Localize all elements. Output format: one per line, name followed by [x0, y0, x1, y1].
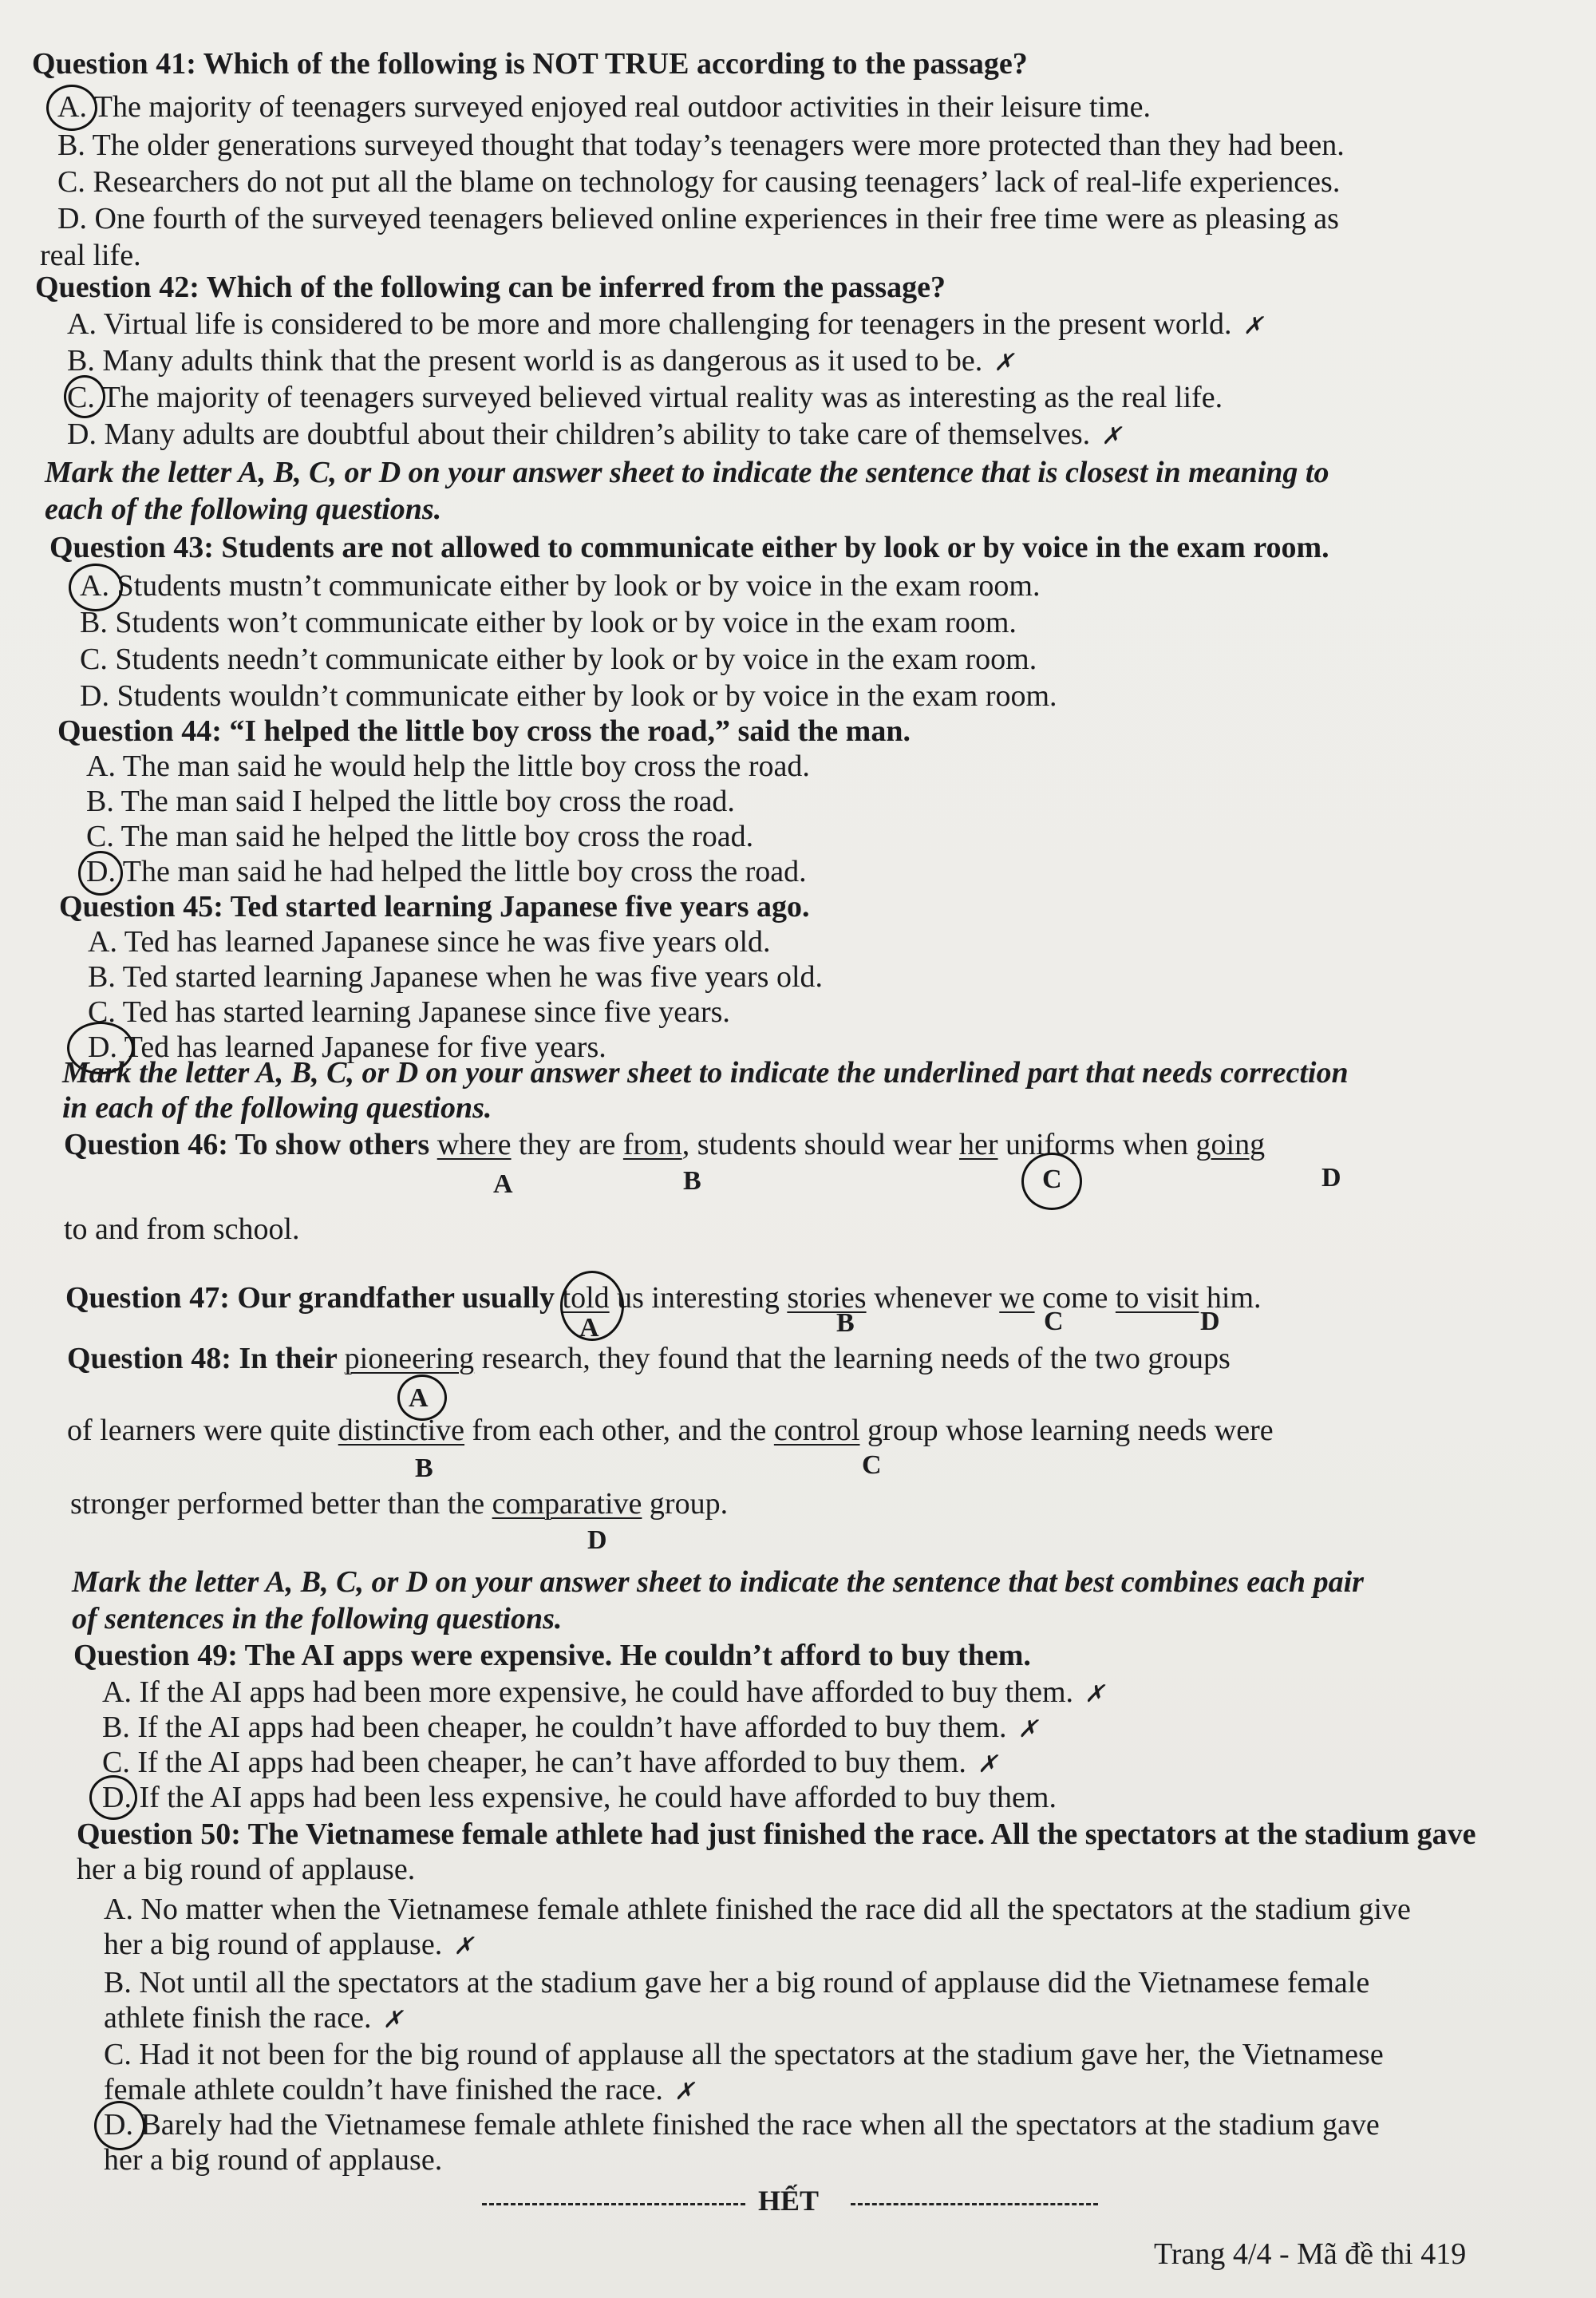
q44-option-b: B. The man said I helped the little boy cross the road.: [86, 785, 735, 818]
q42-option-b-text: B. Many adults think that the present world is as dangerous as it used to be.: [67, 344, 983, 378]
q48-underline-c: control: [773, 1414, 860, 1447]
q46-underline-d: going: [1195, 1128, 1266, 1161]
q46-underline-a: where: [437, 1128, 512, 1161]
end-divider-right: [851, 2203, 1098, 2205]
q45-stem: [59, 889, 809, 924]
q44-stem: [57, 714, 911, 749]
q47-underline-d: to visit: [1115, 1281, 1199, 1315]
q45-option-b: B. Ted started learning Japanese when he was five years old.: [88, 960, 823, 994]
q45-option-d: D. Ted has learned Japanese for five years.: [88, 1030, 606, 1064]
q46-letter-d: D: [1321, 1163, 1341, 1193]
q48-text-4: from each other, and the: [464, 1414, 774, 1447]
q46-letter-b: B: [683, 1166, 701, 1196]
q48-line-3: [70, 1486, 728, 1521]
q46-underline-c: her: [958, 1128, 998, 1161]
cross-mark-icon: ✗: [1084, 1681, 1105, 1707]
answer-circle-q41: [46, 85, 97, 131]
q47-text-4: come: [1034, 1281, 1116, 1315]
q50-stem: [77, 1817, 1476, 1852]
q41-stem: [32, 46, 1028, 81]
q50-stem-cont: her a big round of applause.: [77, 1853, 416, 1886]
q48-text-7: group.: [642, 1487, 729, 1521]
q50-option-a-text: her a big round of applause.: [104, 1928, 443, 1961]
cross-mark-icon: ✗: [1101, 423, 1122, 449]
answer-circle-q42: [64, 375, 105, 418]
cross-mark-icon: ✗: [674, 2078, 695, 2105]
q43-option-d: D. Students wouldn’t communicate either by look or by voice in the exam room.: [80, 679, 1057, 713]
q47-text-3: whenever: [866, 1281, 1000, 1315]
q50-option-b-cont: [104, 2000, 403, 2038]
q48-line-1: [67, 1341, 1231, 1376]
q48-underline-d: comparative: [492, 1487, 642, 1521]
q42-option-c: C. The majority of teenagers surveyed believed virtual reality was as interesting as the real life.: [67, 381, 1223, 414]
q50-option-c-text: female athlete couldn’t have finished the race.: [104, 2073, 663, 2106]
q49-option-b-text: B. If the AI apps had been cheaper, he couldn’t have afforded to buy them.: [102, 1711, 1007, 1744]
q46-sentence-cont: to and from school.: [64, 1212, 300, 1246]
q41-option-d-cont: real life.: [40, 239, 141, 272]
q43-stem: [49, 530, 1329, 565]
q49-option-c: [102, 1745, 998, 1782]
q41-option-d: D. One fourth of the surveyed teenagers believed online experiences in their free time were as pleasing as: [57, 202, 1339, 235]
q42-option-d: [67, 417, 1121, 454]
cross-mark-icon: ✗: [977, 1751, 998, 1778]
q42-option-b: [67, 343, 1013, 381]
q41-option-c: C. Researchers do not put all the blame on technology for causing teenagers’ lack of real-life experiences.: [57, 165, 1341, 199]
q45-stem-text: Question 45: Ted started learning Japanese five years ago.: [59, 890, 810, 924]
q48-letter-b: B: [415, 1454, 433, 1483]
instruction-closest-meaning-cont: each of the following questions.: [45, 492, 442, 526]
q47-letter-d: D: [1200, 1307, 1220, 1336]
q50-option-d-cont: her a big round of applause.: [104, 2143, 443, 2177]
q43-option-b: B. Students won’t communicate either by look or by voice in the exam room.: [80, 606, 1017, 639]
q49-option-b: [102, 1710, 1038, 1747]
q46-underline-b: from: [622, 1128, 682, 1161]
q47-line: [65, 1280, 1262, 1315]
q49-option-c-text: C. If the AI apps had been cheaper, he can’t have afforded to buy them.: [102, 1746, 966, 1779]
q50-option-b-text: athlete finish the race.: [104, 2001, 372, 2035]
q43-option-c: C. Students needn’t communicate either by look or by voice in the exam room.: [80, 643, 1037, 676]
q50-option-c-cont: [104, 2072, 694, 2110]
instruction-closest-meaning: Mark the letter A, B, C, or D on your answer sheet to indicate the sentence that is closest in meaning to: [45, 456, 1329, 489]
q47-underline-c: we: [999, 1281, 1035, 1315]
q44-stem-text: Question 44: “I helped the little boy cross the road,” said the man.: [57, 714, 911, 748]
page-footer: Trang 4/4 - Mã đề thi 419: [1154, 2237, 1467, 2271]
q47-label: Question 47: Our grandfather usually: [65, 1281, 563, 1315]
instruction-correction-cont: in each of the following questions.: [62, 1091, 492, 1125]
q50-option-a-cont: [104, 1927, 473, 1964]
q50-option-d: D. Barely had the Vietnamese female athlete finished the race when all the spectators at the stadium gave: [104, 2108, 1380, 2142]
q49-stem-text: Question 49: The AI apps were expensive. He couldn’t afford to buy them.: [73, 1639, 1031, 1672]
q48-letter-d: D: [587, 1525, 607, 1555]
q46-letter-c: C: [1042, 1165, 1062, 1194]
q46-text-2: they are: [511, 1128, 623, 1161]
q50-stem-text: Question 50: The Vietnamese female athlete had just finished the race. All the spectators at the stadium gave: [77, 1817, 1476, 1851]
q42-option-a: [67, 307, 1263, 344]
q49-stem: [73, 1638, 1031, 1673]
q47-underline-b: stories: [787, 1281, 867, 1315]
q44-option-c: C. The man said he helped the little boy cross the road.: [86, 820, 754, 853]
instruction-combine-cont: of sentences in the following questions.: [72, 1602, 563, 1635]
q49-option-a-text: A. If the AI apps had been more expensive, he could have afforded to buy them.: [102, 1675, 1074, 1709]
q46-line: [64, 1127, 1265, 1162]
q48-letter-a: A: [409, 1383, 429, 1413]
q49-option-a: [102, 1675, 1104, 1712]
q50-option-a: A. No matter when the Vietnamese female athlete finished the race did all the spectators at the stadium give: [104, 1893, 1411, 1926]
answer-circle-q46: [1021, 1153, 1082, 1210]
q47-text-5: him.: [1199, 1281, 1262, 1315]
q44-option-d: D. The man said he had helped the little boy cross the road.: [86, 855, 807, 888]
q48-underline-a: pioneering: [344, 1342, 475, 1375]
end-divider-left: [482, 2203, 745, 2205]
q47-letter-a: A: [579, 1313, 599, 1343]
q45-option-c: C. Ted has started learning Japanese since five years.: [88, 995, 730, 1029]
q43-option-a: A. Students mustn’t communicate either by look or by voice in the exam room.: [80, 569, 1041, 603]
q43-stem-text: Question 43: Students are not allowed to communicate either by look or by voice in the exam room.: [49, 531, 1329, 564]
answer-circle-q49: [89, 1775, 137, 1820]
q48-text-5: group whose learning needs were: [859, 1414, 1274, 1447]
q48-letter-c: C: [862, 1450, 882, 1480]
end-label: HẾT: [758, 2185, 820, 2217]
q45-option-a: A. Ted has learned Japanese since he was five years old.: [88, 925, 771, 959]
q42-option-d-text: D. Many adults are doubtful about their children’s ability to take care of themselves.: [67, 417, 1091, 451]
q41-option-b: B. The older generations surveyed thought that today’s teenagers were more protected than they had been.: [57, 129, 1345, 162]
q46-text-4: uniforms when: [998, 1128, 1196, 1161]
q48-text-3: of learners were quite: [67, 1414, 338, 1447]
cross-mark-icon: ✗: [453, 1933, 474, 1960]
q48-line-2: [67, 1413, 1274, 1448]
q41-stem-text: Question 41: Which of the following is NOT TRUE according to the passage?: [32, 47, 1028, 81]
q46-label-spacer: Question 46: To show others: [64, 1128, 437, 1161]
cross-mark-icon: ✗: [994, 350, 1014, 376]
cross-mark-icon: ✗: [1242, 313, 1263, 339]
q46-text-3: , students should wear: [681, 1128, 959, 1161]
cross-mark-icon: ✗: [382, 2007, 403, 2033]
cross-mark-icon: ✗: [1017, 1716, 1038, 1742]
q44-option-a: A. The man said he would help the little boy cross the road.: [86, 750, 810, 783]
q50-option-b: B. Not until all the spectators at the stadium gave her a big round of applause did the Vietnamese female: [104, 1966, 1370, 1999]
q48-underline-b: distinctive: [338, 1414, 465, 1447]
q41-option-a: A. The majority of teenagers surveyed enjoyed real outdoor activities in their leisure time.: [57, 90, 1152, 124]
instruction-correction: Mark the letter A, B, C, or D on your answer sheet to indicate the underlined part that needs correction: [62, 1056, 1349, 1090]
q42-stem: [35, 270, 946, 305]
q48-label: Question 48: In their: [67, 1342, 345, 1375]
answer-circle-q43: [69, 564, 123, 611]
q47-underline-a: told: [562, 1281, 610, 1315]
instruction-combine: Mark the letter A, B, C, or D on your answer sheet to indicate the sentence that best combines each pair: [72, 1565, 1364, 1599]
q50-option-c: C. Had it not been for the big round of applause all the spectators at the stadium gave her, the Vietnamese: [104, 2038, 1384, 2071]
q48-text-6: stronger performed better than the: [70, 1487, 492, 1521]
q48-text-2: research, they found that the learning needs of the two groups: [474, 1342, 1231, 1375]
q42-stem-text: Question 42: Which of the following can be inferred from the passage?: [35, 271, 946, 304]
q47-text-2: us interesting: [609, 1281, 788, 1315]
q46-letter-a: A: [493, 1169, 513, 1199]
q47-letter-c: C: [1044, 1307, 1064, 1336]
q47-letter-b: B: [836, 1308, 855, 1338]
q49-option-d: D. If the AI apps had been less expensive, he could have afforded to buy them.: [102, 1781, 1057, 1814]
q42-option-a-text: A. Virtual life is considered to be more and more challenging for teenagers in the present world.: [67, 307, 1232, 341]
